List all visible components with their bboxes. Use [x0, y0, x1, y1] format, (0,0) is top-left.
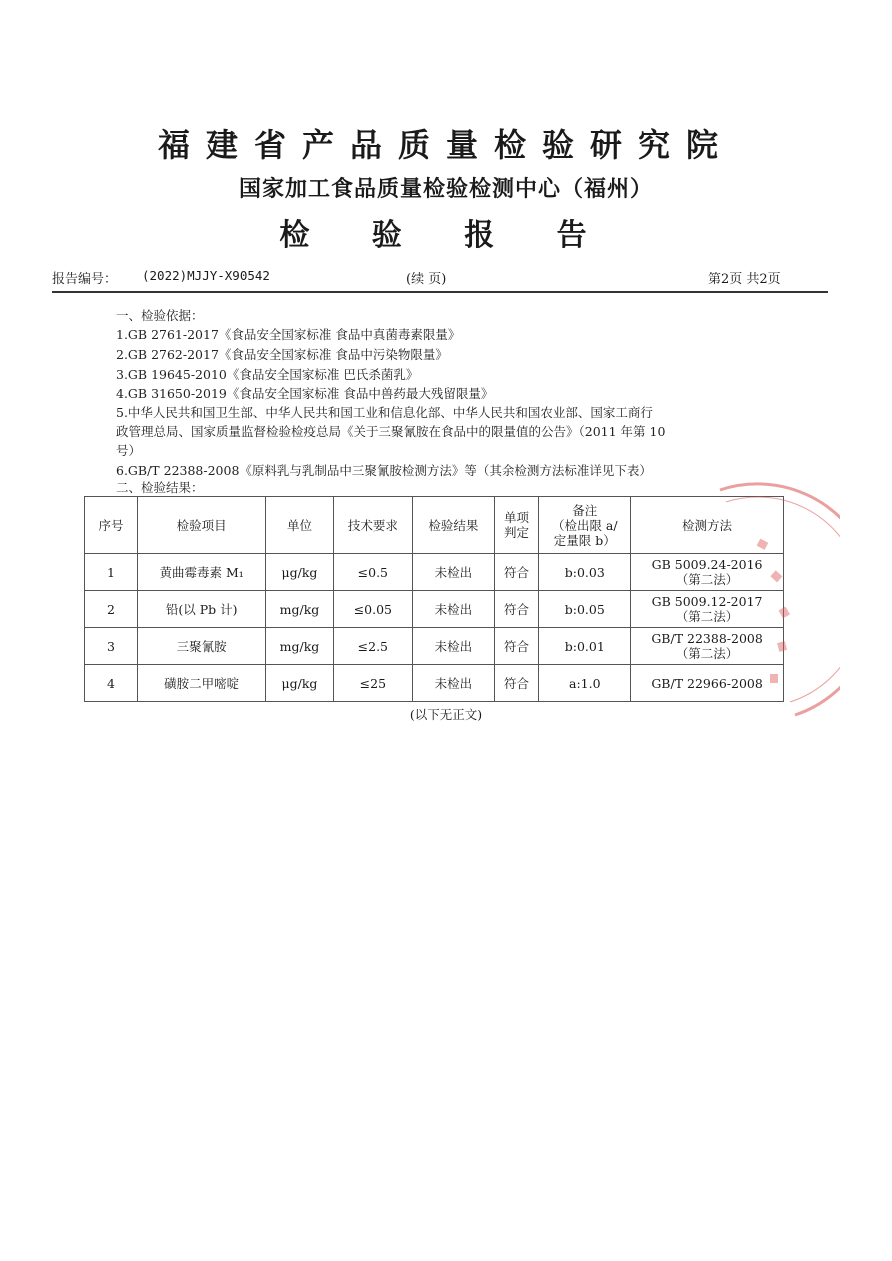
cell-item: 铅(以 Pb 计)	[137, 591, 265, 628]
cell-result: 未检出	[413, 665, 495, 702]
cell-result: 未检出	[413, 628, 495, 665]
method-line: GB/T 22388-2008	[651, 631, 763, 646]
cell-requirement: ≤0.5	[333, 554, 412, 591]
cell-requirement: ≤2.5	[333, 628, 412, 665]
basis-item: 2.GB 2762-2017《食品安全国家标准 食品中污染物限量》	[116, 347, 448, 362]
header-line: 单位	[286, 517, 312, 533]
method-line: （第二法）	[675, 572, 739, 587]
cell-unit: μg/kg	[266, 665, 333, 702]
basis-item: 政管理总局、国家质量监督检验检疫总局《关于三聚氰胺在食品中的限量值的公告》（2011 年第 10	[116, 424, 666, 439]
header-line: 单项	[504, 510, 530, 525]
method-line: （第二法）	[675, 646, 739, 661]
table-header-row	[85, 497, 784, 554]
method-line: （第二法）	[675, 609, 739, 624]
col-header-item	[137, 497, 265, 554]
center-name: 国家加工食品质量检验检测中心（福州）	[238, 176, 653, 202]
results-heading: 二、检验结果：	[116, 480, 204, 495]
cell-result: 未检出	[413, 554, 495, 591]
continued-page-label: (续 页)	[406, 272, 447, 287]
cell-no: 2	[85, 591, 138, 628]
cell-item: 磺胺二甲嘧啶	[137, 665, 265, 702]
col-header-no	[85, 497, 138, 554]
method-line: GB 5009.24-2016	[651, 557, 763, 572]
cell-item: 三聚氰胺	[137, 628, 265, 665]
cell-remark: b:0.05	[539, 591, 631, 628]
institute-name: 福建省产品质量检验研究院	[157, 126, 734, 164]
cell-judgement: 符合	[494, 554, 539, 591]
header-line: 检测方法	[682, 517, 733, 533]
header-line: 判定	[504, 525, 530, 540]
report-number: (2022)MJJY-X90542	[142, 268, 270, 283]
header-line: （检出限 a/	[551, 517, 618, 533]
basis-item: 6.GB/T 22388-2008《原料乳与乳制品中三聚氰胺检测方法》等（其余检测方法标准详见下表）	[116, 463, 652, 478]
basis-item: 5.中华人民共和国卫生部、中华人民共和国工业和信息化部、中华人民共和国农业部、国家工商行	[116, 405, 653, 420]
basis-heading: 一、检验依据：	[116, 308, 204, 323]
cell-judgement: 符合	[494, 628, 539, 665]
header-line: 检验结果	[428, 517, 479, 533]
cell-item: 黄曲霉毒素 M₁	[137, 554, 265, 591]
results-table	[84, 496, 784, 702]
basis-item: 3.GB 19645-2010《食品安全国家标准 巴氏杀菌乳》	[116, 367, 419, 382]
official-seal-stamp	[700, 480, 840, 720]
col-header-remark	[539, 497, 631, 554]
header-line: 检验项目	[176, 517, 227, 533]
basis-item: 4.GB 31650-2019《食品安全国家标准 食品中兽药最大残留限量》	[116, 386, 494, 401]
document-title: 检 验 报 告	[279, 218, 613, 253]
report-number-label: 报告编号：	[52, 272, 118, 287]
header-line: 技术要求	[347, 517, 398, 533]
cell-no: 4	[85, 665, 138, 702]
cell-no: 1	[85, 554, 138, 591]
cell-requirement: ≤25	[333, 665, 412, 702]
table-row	[85, 554, 784, 591]
method-line: GB/T 22966-2008	[651, 675, 763, 691]
header-divider	[52, 291, 828, 293]
cell-remark: b:0.03	[539, 554, 631, 591]
cell-judgement: 符合	[494, 665, 539, 702]
cell-unit: mg/kg	[266, 591, 333, 628]
cell-judgement: 符合	[494, 591, 539, 628]
col-header-judgement	[494, 497, 539, 554]
col-header-requirement	[333, 497, 412, 554]
header-line: 定量限 b）	[553, 532, 616, 548]
cell-no: 3	[85, 628, 138, 665]
col-header-unit	[266, 497, 333, 554]
cell-unit: mg/kg	[266, 628, 333, 665]
table-row	[85, 591, 784, 628]
cell-remark: a:1.0	[539, 665, 631, 702]
basis-item: 号）	[116, 443, 142, 458]
table-row	[85, 628, 784, 665]
cell-result: 未检出	[413, 591, 495, 628]
method-line: GB 5009.12-2017	[651, 594, 763, 609]
cell-unit: μg/kg	[266, 554, 333, 591]
table-row	[85, 665, 784, 702]
cell-requirement: ≤0.05	[333, 591, 412, 628]
header-line: 序号	[98, 517, 124, 533]
col-header-result	[413, 497, 495, 554]
end-of-text-note: (以下无正文)	[409, 707, 483, 722]
cell-remark: b:0.01	[539, 628, 631, 665]
page-info: 第2页 共2页	[708, 272, 781, 287]
basis-item: 1.GB 2761-2017《食品安全国家标准 食品中真菌毒素限量》	[116, 327, 461, 342]
header-line: 备注	[572, 502, 598, 518]
